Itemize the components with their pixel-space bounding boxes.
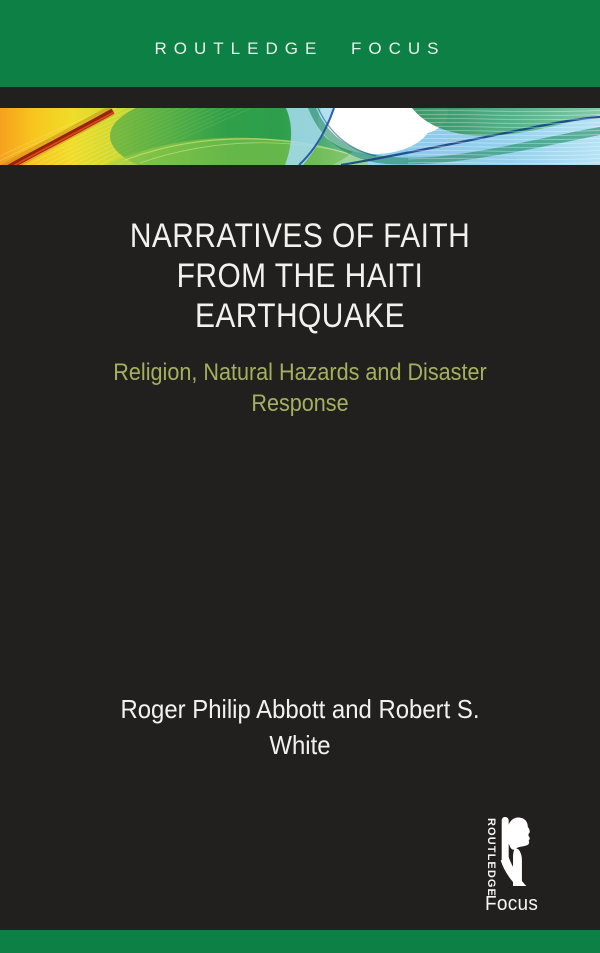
series-banner-label: ROUTLEDGE FOCUS	[154, 38, 446, 58]
book-title-line: NARRATIVES OF FAITH	[129, 217, 471, 255]
book-authors-line: Roger Philip Abbott and Robert S.	[120, 694, 480, 724]
book-authors	[0, 691, 600, 763]
book-subtitle	[0, 357, 600, 419]
publisher-logo-row	[485, 816, 539, 897]
book-subtitle-line: Religion, Natural Hazards and Disaster	[113, 359, 487, 386]
book-title	[0, 216, 600, 336]
routledge-vertical-label: ROUTLEDGE	[485, 818, 497, 897]
series-banner	[0, 0, 600, 87]
book-subtitle-line: Response	[251, 390, 349, 417]
book-title-line: EARTHQUAKE	[194, 297, 406, 335]
imprint-label: Focus	[485, 893, 539, 915]
book-title-line: FROM THE HAITI	[176, 257, 424, 295]
bottom-green-strip	[0, 930, 600, 953]
wave-art-band	[0, 108, 600, 165]
routledge-r-faces-icon	[499, 816, 532, 889]
abstract-waves-art	[0, 108, 600, 165]
publisher-logo	[485, 816, 539, 916]
book-authors-line: White	[269, 730, 331, 760]
